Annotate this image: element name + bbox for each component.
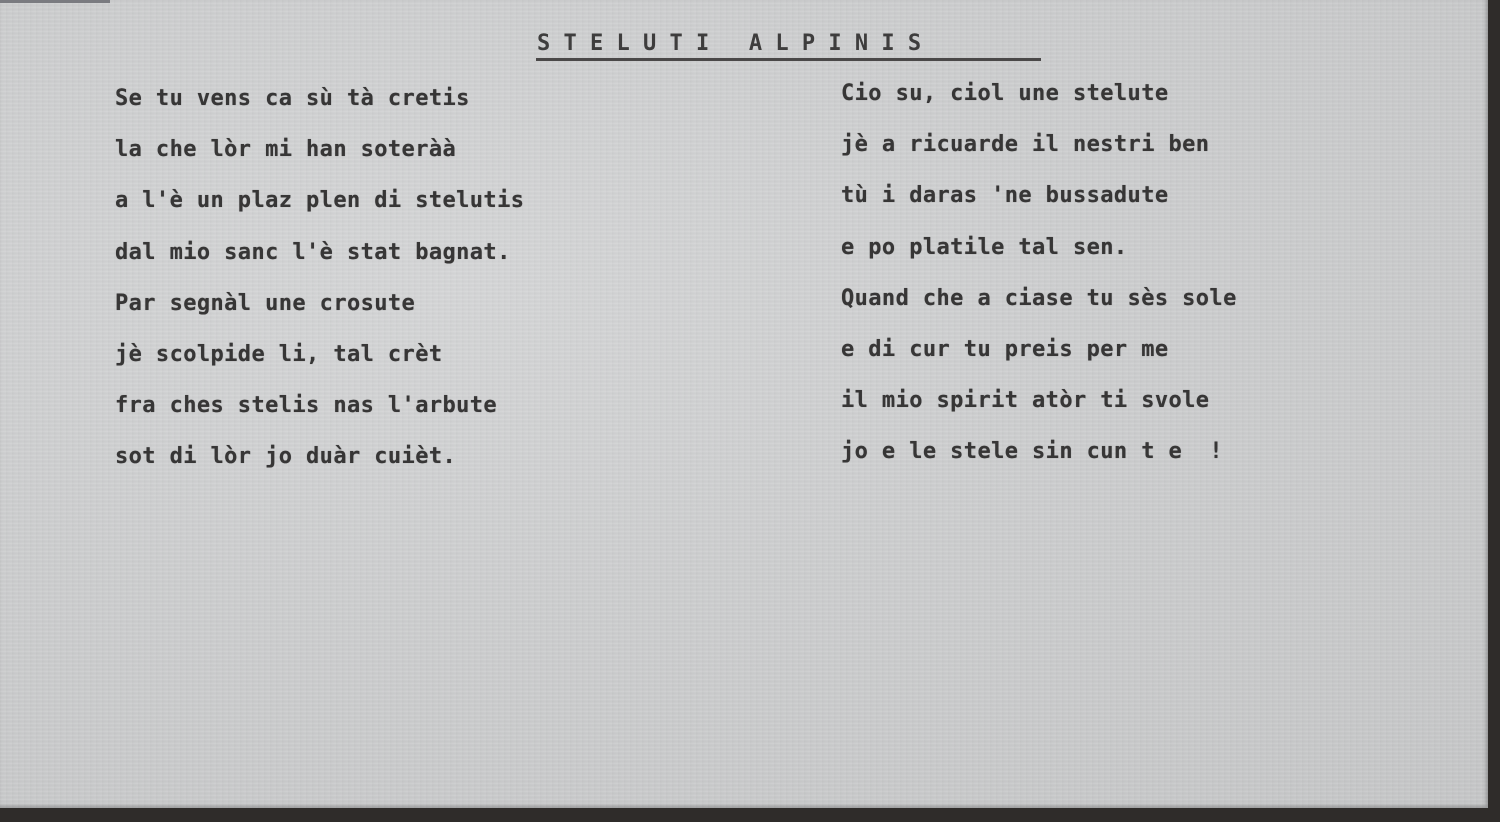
- verse-line: Par segnàl une crosute: [115, 290, 416, 316]
- verse-line: tù i daras 'ne bussadute: [841, 183, 1169, 209]
- poem-title: S T E L U T I A L P I N I S: [537, 31, 922, 56]
- verse-line: a l'è un plaz plen di stelutis: [115, 188, 525, 214]
- poem-column-left: [115, 85, 524, 495]
- verse-line: jè a ricuarde il nestri ben: [841, 132, 1210, 158]
- verse-line: il mio spirit atòr ti svole: [841, 388, 1210, 414]
- verse-line: sot di lòr jo duàr cuièt.: [115, 444, 457, 470]
- verse-line: dal mio sanc l'è stat bagnat.: [115, 239, 511, 265]
- verse-line: e po platile tal sen.: [841, 234, 1128, 260]
- verse-line: jo e le stele sin cun t e !: [841, 439, 1224, 465]
- poem-column-right: [841, 80, 1237, 490]
- verse-line: Cio su, ciol une stelute: [841, 81, 1169, 106]
- verse-line: e di cur tu preis per me: [841, 336, 1169, 362]
- corner-mark: [0, 0, 110, 3]
- verse-line: jè scolpide li, tal crèt: [115, 341, 443, 367]
- verse-line: Quand che a ciase tu sès sole: [841, 285, 1237, 311]
- verse-line: Se tu vens ca sù tà cretis: [115, 86, 470, 111]
- verse-line: la che lòr mi han soteràà: [115, 137, 457, 163]
- title-underline: [536, 58, 1041, 61]
- verse-line: fra ches stelis nas l'arbute: [115, 393, 498, 419]
